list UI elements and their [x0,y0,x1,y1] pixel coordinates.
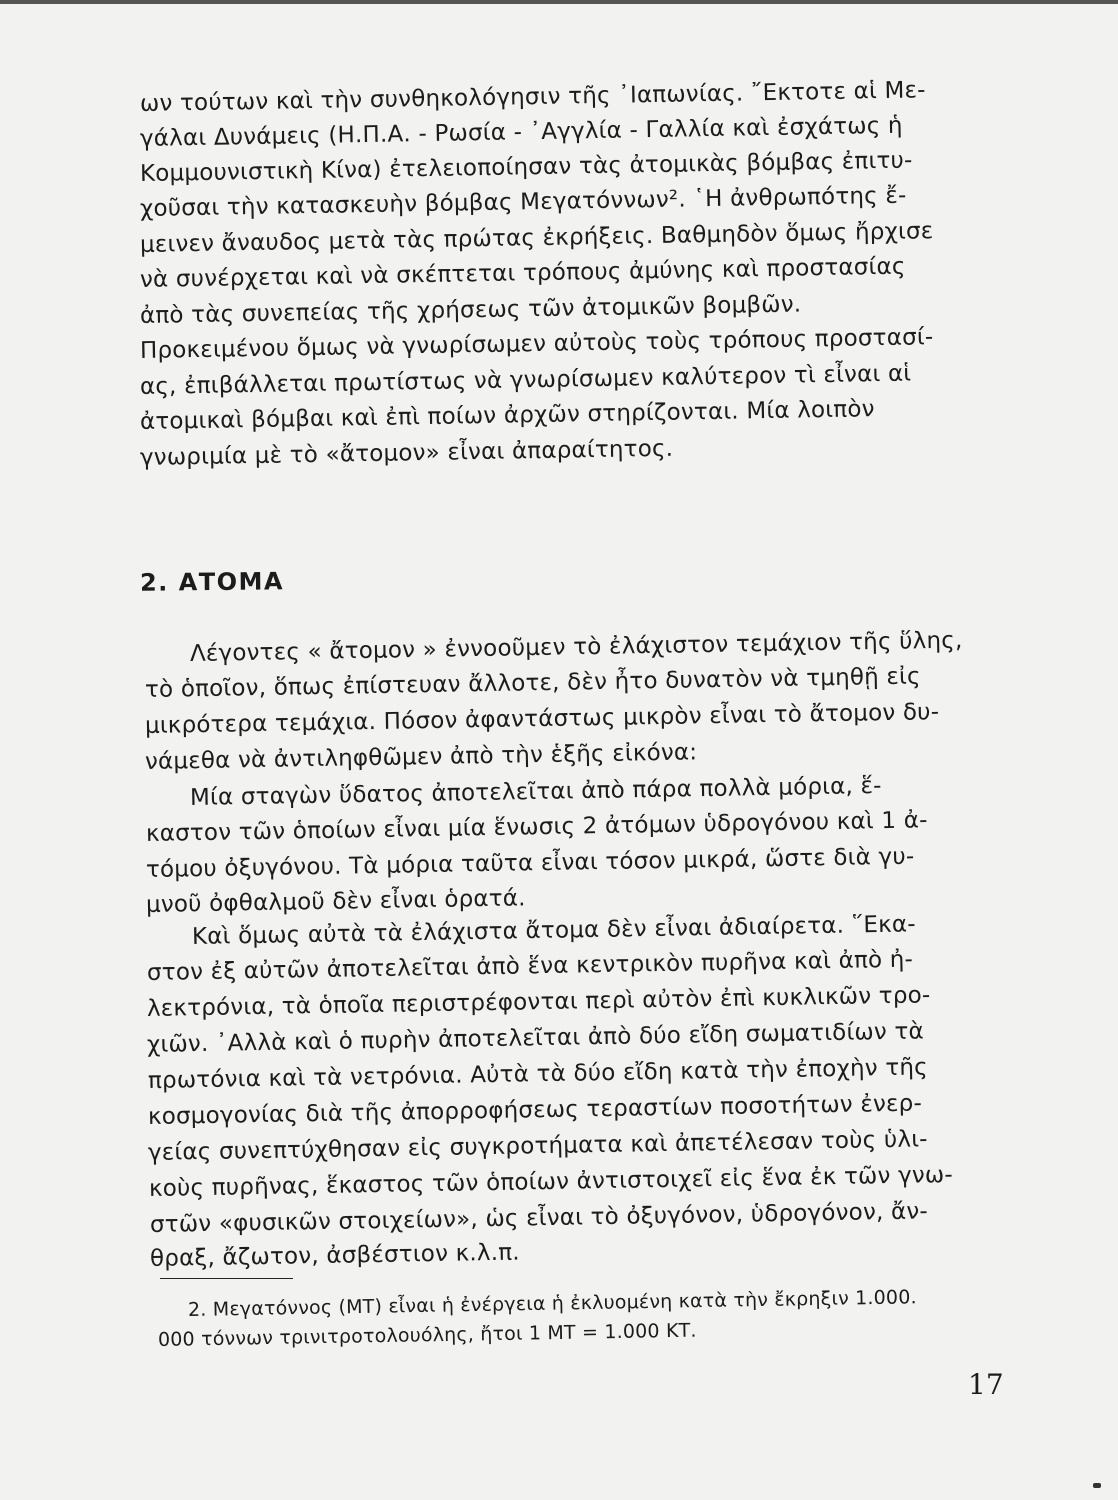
text-line: μνοῦ ὀφθαλμοῦ δὲν εἶναι ὁρατά. [145,885,526,918]
section-heading: 2. ΑΤΟΜΑ [139,567,285,597]
text-line: ἀπὸ τὰς συνεπείας τῆς χρήσεως τῶν ἀτομικῶν βομβῶν. [139,291,802,329]
footnote-rule [160,1278,293,1279]
text-line: λεκτρόνια, τὰ ὁποῖα περιστρέφονται περὶ αὐτὸν ἐπὶ κυκλικῶν τρο- [146,982,931,1022]
text-line: γνωριμία μὲ τὸ «ἄτομον» εἶναι ἀπαραίτητος. [139,435,674,471]
text-line: κοσμογονίας διὰ τῆς ἀπορροφήσεως τεραστίων ποσοτήτων ἐνερ- [147,1090,923,1130]
text-line: στῶν «φυσικῶν στοιχείων», ὡς εἶναι τὸ ὀξυγόνον, ὑδρογόνον, ἄν- [149,1198,929,1238]
text-line: ας, ἐπιβάλλεται πρωτίστως νὰ γνωρίσωμεν καλύτερον τὶ εἶναι αἱ [139,360,912,400]
page-number: 17 [968,1368,1004,1401]
text-line: Κομμουνιστικὴ Κίνα) ἐτελειοποίησαν τὰς ἀτομικὰς βόμβας ἐπιτυ- [139,147,913,187]
text-line: Λέγοντες « ἄτομον » ἐννοοῦμεν τὸ ἐλάχιστον τεμάχιον τῆς ὕλης, [189,627,963,667]
text-line: κοὺς πυρῆνας, ἕκαστος τῶν ὁποίων ἀντιστοιχεῖ εἰς ἕνα ἐκ τῶν γνω- [148,1161,954,1202]
text-line: τὸ ὁποῖον, ὅπως ἐπίστευαν ἄλλοτε, δὲν ἦτο δυνατὸν νὰ τμηθῇ εἰς [144,663,921,703]
text-line: γάλαι Δυνάμεις (Η.Π.Α. - Ρωσία - ᾿Αγγλία - Γαλλία καὶ ἐσχάτως ἡ [139,112,903,152]
text-line: καστον τῶν ὁποίων εἶναι μία ἕνωσις 2 ἀτόμων ὑδρογόνου καὶ 1 ἀ- [145,807,928,847]
text-line: θραξ, ἄζωτον, ἀσβέστιον κ.λ.π. [149,1239,521,1272]
text-line: στον ἐξ αὐτῶν ἀποτελεῖται ἀπὸ ἕνα κεντρικὸν πυρῆνα καὶ ἀπὸ ἠ- [146,946,914,986]
text-line: χιῶν. ᾿Αλλὰ καὶ ὁ πυρὴν ἀποτελεῖται ἀπὸ δύο εἴδη σωματιδίων τὰ [146,1018,925,1058]
text-line: μεινεν ἄναυδος μετὰ τὰς πρώτας ἐκρήξεις. Βαθμηδὸν ὅμως ἤρχισε [139,218,934,258]
text-line: νὰ συνέρχεται καὶ νὰ σκέπτεται τρόπους ἀμύνης καὶ προστασίας [139,253,906,293]
scan-speck [1093,1483,1101,1488]
text-line: Μία σταγὼν ὕδατος ἀποτελεῖται ἀπὸ πάρα πολλὰ μόρια, ἕ- [189,772,882,811]
text-line: ἀτομικαὶ βόμβαι καὶ ἐπὶ ποίων ἀρχῶν στηρίζονται. Μία λοιπὸν [139,396,875,435]
text-line: ων τούτων καὶ τὴν συνθηκολόγησιν τῆς ᾿Ιαπωνίας. ῎Εκτοτε αἱ Με- [139,77,926,117]
text-line: Προκειμένου ὅμως νὰ γνωρίσωμεν αὐτοὺς τοὺς τρόπους προστασί- [139,324,934,364]
text-line: χοῦσαι τὴν κατασκευὴν βόμβας Μεγατόννων². ῾Η ἀνθρωπότης ἔ- [139,182,907,222]
footnote-line: 2. Μεγατόννος (ΜΤ) εἶναι ἡ ἐνέργεια ἡ ἐκλυομένη κατὰ τὴν ἔκρηξιν 1.000. [187,1286,917,1321]
text-line: γείας συνεπτύχθησαν εἰς συγκροτήματα καὶ ἀπετέλεσαν τοὺς ὑλι- [147,1126,928,1166]
text-line: νάμεθα νὰ ἀντιληφθῶμεν ἀπὸ τὴν ἑξῆς εἰκόνα: [144,739,698,775]
footnote-line: 000 τόννων τρινιτροτολουόλης, ἤτοι 1 ΜΤ = 1.000 ΚΤ. [157,1319,697,1351]
text-line: Καὶ ὅμως αὐτὰ τὰ ἐλάχιστα ἄτομα δὲν εἶναι ἀδιαίρετα. ῞Εκα- [191,911,916,950]
text-line: τόμου ὀξυγόνου. Τὰ μόρια ταῦτα εἶναι τόσον μικρά, ὥστε διὰ γυ- [145,843,915,883]
text-line: πρωτόνια καὶ τὰ νετρόνια. Αὐτὰ τὰ δύο εἴδη κατὰ τὴν ἐποχὴν τῆς [147,1054,929,1094]
text-line: μικρότερα τεμάχια. Πόσον ἀφαντάστως μικρὸν εἶναι τὸ ἄτομον δυ- [144,699,940,739]
